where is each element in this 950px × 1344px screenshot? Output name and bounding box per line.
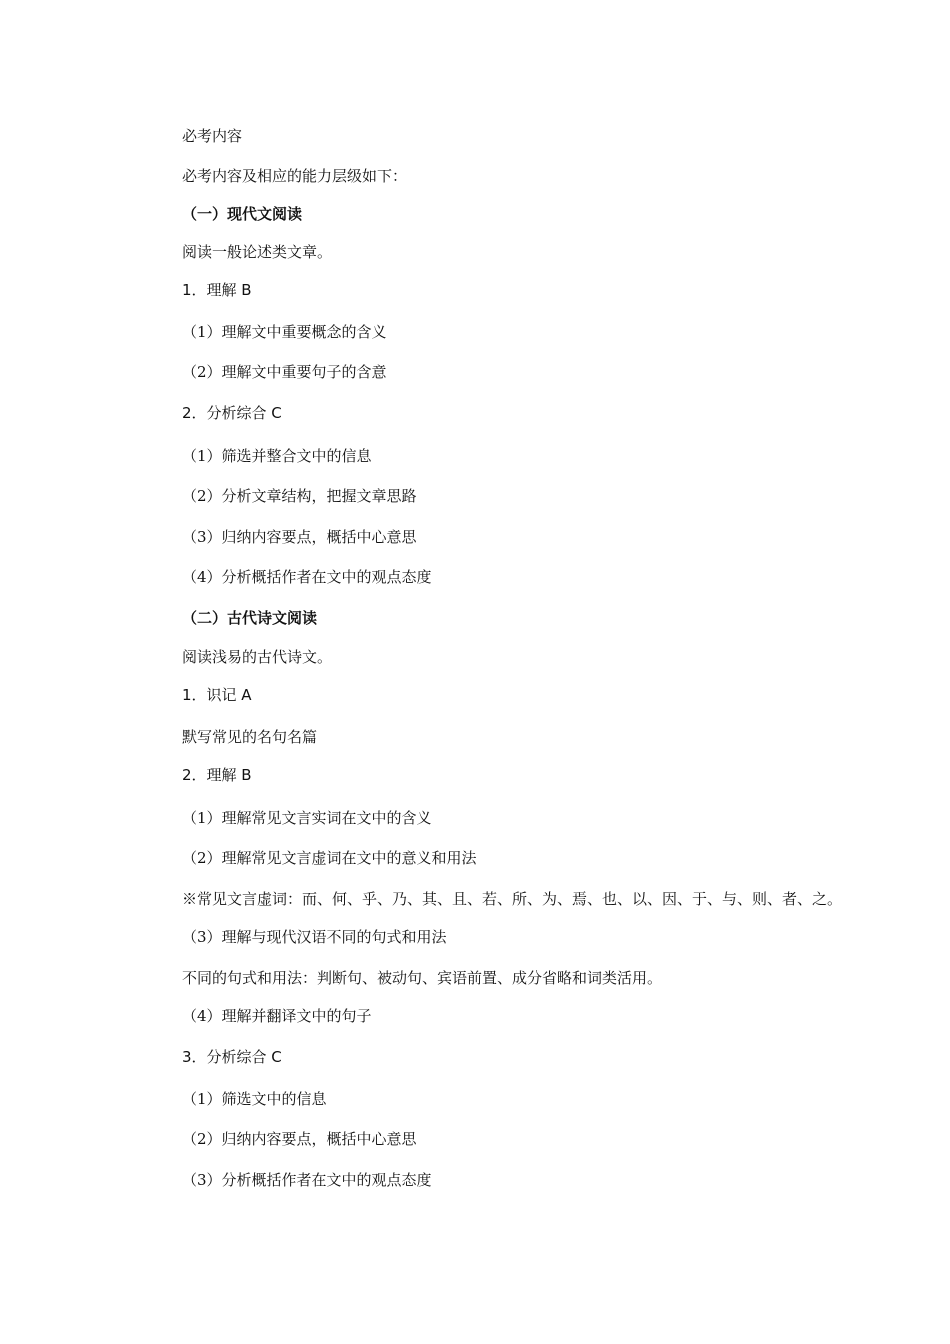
intro-text: 必考内容及相应的能力层级如下： bbox=[182, 167, 408, 185]
sub-item: （2）分析文章结构，把握文章思路 bbox=[182, 487, 417, 505]
document-title: 必考内容 bbox=[182, 127, 243, 145]
sub-item: （2）归纳内容要点，概括中心意思 bbox=[182, 1130, 417, 1148]
item-label-memorize: 1．识记 A bbox=[182, 686, 252, 704]
item-label-analysis: 2．分析综合 C bbox=[182, 404, 282, 422]
section-heading-modern-reading: （一）现代文阅读 bbox=[182, 205, 303, 223]
sub-item: （1）理解常见文言实词在文中的含义 bbox=[182, 809, 432, 827]
section-heading-classical-reading: （二）古代诗文阅读 bbox=[182, 609, 318, 627]
sub-item: （3）分析概括作者在文中的观点态度 bbox=[182, 1171, 432, 1189]
function-words-note: ※常见文言虚词：而、何、乎、乃、其、且、若、所、为、焉、也、以、因、于、与、则、者、之。 bbox=[182, 890, 843, 908]
sub-item: （3）理解与现代汉语不同的句式和用法 bbox=[182, 928, 447, 946]
sub-item: （4）理解并翻译文中的句子 bbox=[182, 1007, 372, 1025]
sentence-patterns-note: 不同的句式和用法：判断句、被动句、宾语前置、成分省略和词类活用。 bbox=[182, 969, 663, 987]
section-desc-classical-reading: 阅读浅易的古代诗文。 bbox=[182, 648, 333, 666]
sub-item: （2）理解常见文言虚词在文中的意义和用法 bbox=[182, 849, 477, 867]
sub-item: （1）筛选并整合文中的信息 bbox=[182, 447, 372, 465]
sub-item: （4）分析概括作者在文中的观点态度 bbox=[182, 568, 432, 586]
sub-item: （2）理解文中重要句子的含意 bbox=[182, 363, 387, 381]
item-label-analysis-classical: 3．分析综合 C bbox=[182, 1048, 282, 1066]
sub-item: （3）归纳内容要点，概括中心意思 bbox=[182, 528, 417, 546]
item-label-understand: 1．理解 B bbox=[182, 281, 252, 299]
item-label-understand-classical: 2．理解 B bbox=[182, 766, 252, 784]
sub-item: （1）筛选文中的信息 bbox=[182, 1090, 327, 1108]
item-text-memorize: 默写常见的名句名篇 bbox=[182, 728, 318, 746]
section-desc-modern-reading: 阅读一般论述类文章。 bbox=[182, 243, 333, 261]
sub-item: （1）理解文中重要概念的含义 bbox=[182, 323, 387, 341]
